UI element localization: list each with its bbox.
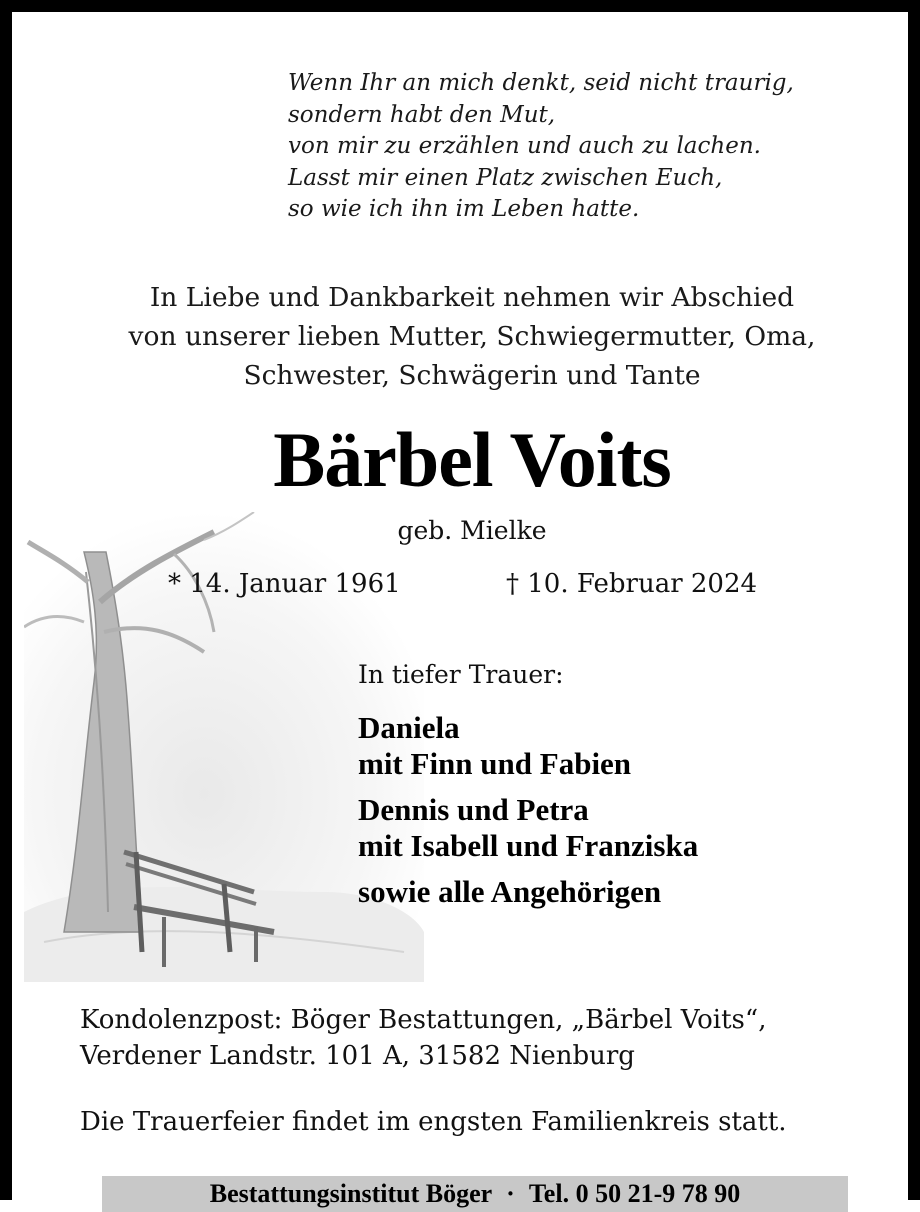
- footer-separator: ·: [506, 1179, 515, 1208]
- poem-line: sondern habt den Mut,: [288, 101, 556, 128]
- mourner-line: Dennis und Petra: [358, 792, 589, 827]
- mourner-line: Daniela: [358, 710, 460, 745]
- mourner-line: sowie alle Angehörigen: [358, 874, 662, 909]
- poem: [288, 68, 794, 226]
- intro-line: Schwester, Schwägerin und Tante: [243, 360, 701, 391]
- intro-line: von unserer lieben Mutter, Schwiegermutter, Oma,: [128, 321, 816, 352]
- birth-date: * 14. Januar 1961: [168, 569, 401, 599]
- poem-line: Wenn Ihr an mich denkt, seid nicht traurig,: [288, 70, 794, 96]
- death-date: † 10. Februar 2024: [506, 569, 758, 599]
- funeral-home-footer: [102, 1176, 848, 1212]
- ceremony-note: Die Trauerfeier findet im engsten Familienkreis statt.: [80, 1107, 787, 1137]
- funeral-home-phone: Tel. 0 50 21-9 78 90: [528, 1179, 741, 1208]
- mourning-heading: In tiefer Trauer:: [358, 660, 564, 689]
- condolence-line: Verdener Landstr. 101 A, 31582 Nienburg: [80, 1041, 635, 1071]
- farewell-intro: [12, 278, 920, 395]
- mourners-list: [358, 710, 698, 910]
- mourner-line: mit Finn und Fabien: [358, 746, 632, 781]
- poem-line: von mir zu erzählen und auch zu lachen.: [288, 133, 761, 159]
- condolence-line: Kondolenzpost: Böger Bestattungen, „Bärbel Voits“,: [80, 1005, 767, 1035]
- condolence-address: [80, 1002, 766, 1074]
- poem-line: so wie ich ihn im Leben hatte.: [288, 196, 640, 222]
- maiden-name: geb. Mielke: [397, 516, 547, 545]
- mourner-line: mit Isabell und Franziska: [358, 828, 699, 863]
- intro-line: In Liebe und Dankbarkeit nehmen wir Abschied: [149, 282, 795, 313]
- life-dates: [12, 566, 920, 604]
- deceased-name: Bärbel Voits: [273, 416, 671, 503]
- funeral-home-name: Bestattungsinstitut Böger: [209, 1179, 493, 1208]
- poem-line: Lasst mir einen Platz zwischen Euch,: [288, 164, 723, 191]
